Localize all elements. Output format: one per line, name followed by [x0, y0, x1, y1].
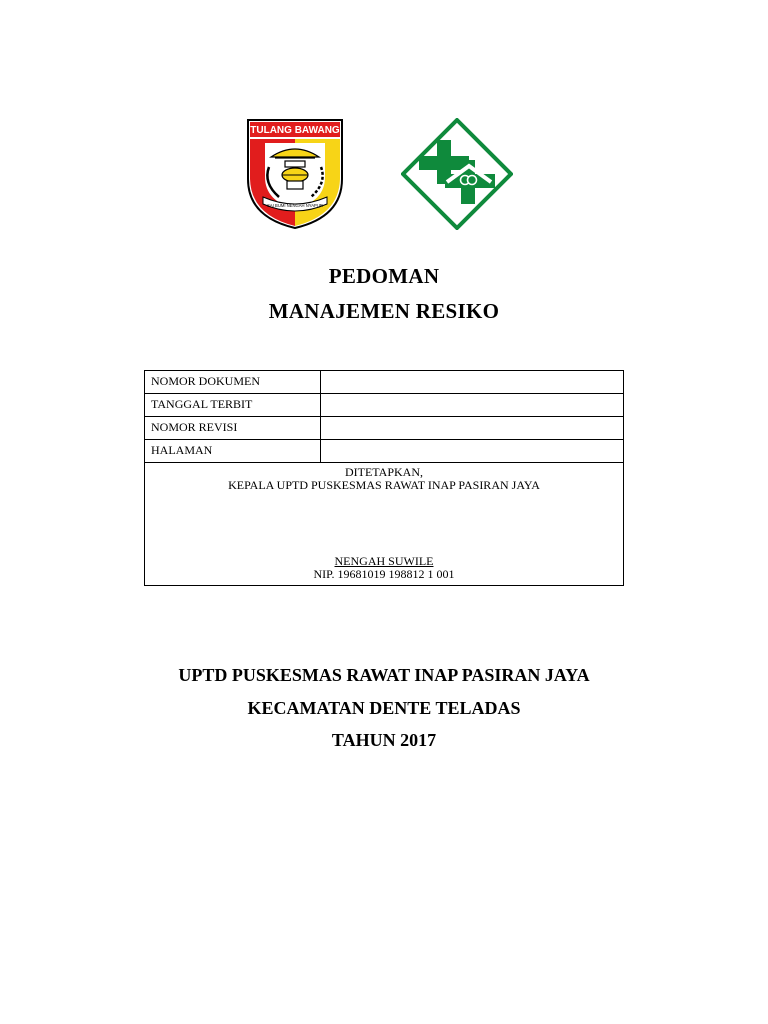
document-info-table: [144, 370, 624, 586]
district-name: KECAMATAN DENTE TELADAS: [247, 698, 521, 718]
table-row: [145, 440, 623, 463]
row-value: [321, 440, 623, 462]
document-year: TAHUN 2017: [331, 730, 437, 750]
table-row: [145, 394, 623, 417]
table-row: [145, 417, 623, 440]
row-value: [321, 394, 623, 416]
page-title: PEDOMAN: [328, 264, 440, 288]
row-label: NOMOR DOKUMEN: [145, 371, 321, 393]
determined-label: DITETAPKAN,: [344, 465, 424, 479]
table-row: [145, 371, 623, 394]
emblem-motto-text: SAI BUMI NENGAH NYAPUR: [267, 203, 323, 208]
row-label: HALAMAN: [145, 440, 321, 462]
signer-nip: NIP. 19681019 198812 1 001: [313, 567, 455, 581]
row-label: NOMOR REVISI: [145, 417, 321, 439]
tulang-bawang-emblem-icon: [245, 117, 345, 230]
signer-position: KEPALA UPTD PUSKESMAS RAWAT INAP PASIRAN JAYA: [228, 478, 540, 492]
page-subtitle: MANAJEMEN RESIKO: [268, 299, 500, 323]
puskesmas-cross-icon: [401, 118, 513, 230]
row-label: TANGGAL TERBIT: [145, 394, 321, 416]
signer-name: NENGAH SUWILE: [334, 554, 434, 568]
row-value: [321, 371, 623, 393]
signature-block: [145, 463, 623, 585]
institution-name: UPTD PUSKESMAS RAWAT INAP PASIRAN JAYA: [178, 665, 590, 685]
row-value: [321, 417, 623, 439]
emblem-banner-text: TULANG BAWANG: [250, 125, 340, 136]
